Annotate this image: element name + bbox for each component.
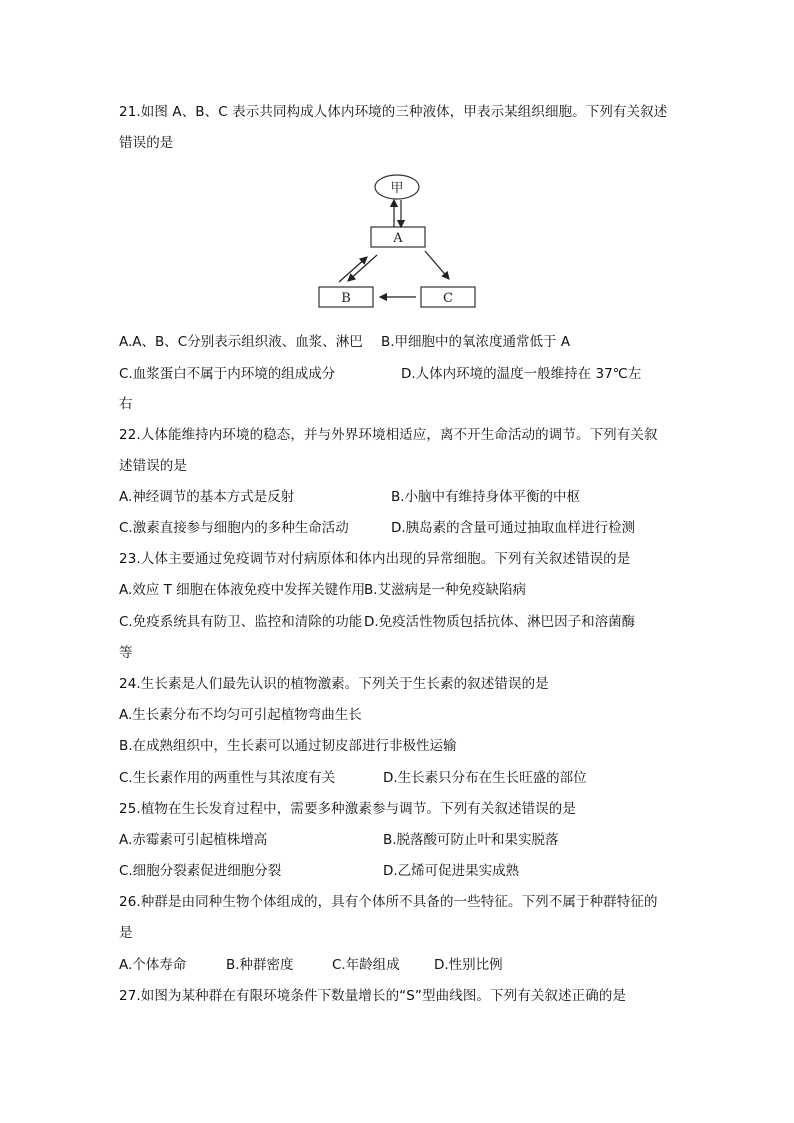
fluid-b-node — [319, 287, 373, 307]
question-22-option-c[interactable]: C.激素直接参与细胞内的多种生命活动 — [119, 520, 349, 536]
question-27-stem-line-1: 27.如图为某种群在有限环境条件下数量增长的“S”型曲线图。下列有关叙述正确的是 — [119, 988, 627, 1004]
question-21-option-c[interactable]: C.血浆蛋白不属于内环境的组成成分 — [119, 366, 336, 382]
question-23-option-c[interactable]: C.免疫系统具有防卫、监控和清除的功能 — [119, 614, 363, 630]
question-26-stem-line-2: 是 — [119, 925, 133, 941]
question-23-option-a[interactable]: A.效应 T 细胞在体液免疫中发挥关键作用 — [119, 582, 366, 598]
question-21-option-d-continued: 右 — [119, 396, 133, 412]
question-22-option-a[interactable]: A.神经调节的基本方式是反射 — [119, 489, 295, 505]
question-23-option-d[interactable]: D.免疫活性物质包括抗体、淋巴因子和溶菌酶 — [364, 614, 636, 630]
question-26-option-b[interactable]: B.种群密度 — [226, 957, 294, 973]
question-25-option-d[interactable]: D.乙烯可促进果实成熟 — [383, 863, 520, 879]
question-26-option-d[interactable]: D.性别比例 — [434, 957, 503, 973]
question-26-option-c[interactable]: C.年龄组成 — [332, 957, 400, 973]
cell-jia-node — [375, 175, 419, 199]
question-22-option-d[interactable]: D.胰岛素的含量可通过抽取血样进行检测 — [391, 520, 636, 536]
question-25-option-b[interactable]: B.脱落酸可防止叶和果实脱落 — [383, 832, 559, 848]
question-23-option-b[interactable]: B.艾滋病是一种免疫缺陷病 — [364, 582, 527, 598]
question-25-stem-line-1: 25.植物在生长发育过程中，需要多种激素参与调节。下列有关叙述错误的是 — [119, 801, 576, 817]
question-22-option-b[interactable]: B.小脑中有维持身体平衡的中枢 — [391, 489, 581, 505]
question-21-option-d[interactable]: D.人体内环境的温度一般维持在 37℃左 — [401, 366, 642, 382]
question-21-stem-line-2: 错误的是 — [119, 135, 174, 151]
fluid-a-label: A — [393, 231, 403, 246]
question-24-option-c[interactable]: C.生长素作用的两重性与其浓度有关 — [119, 770, 336, 786]
question-24-option-d[interactable]: D.生长素只分布在生长旺盛的部位 — [383, 770, 587, 786]
arrow-a-to-c — [425, 251, 449, 279]
question-26-stem-line-1: 26.种群是由同种生物个体组成的，具有个体所不具备的一些特征。下列不属于种群特征的 — [119, 894, 658, 910]
fluid-c-node — [421, 287, 475, 307]
fluid-c-label: C — [443, 291, 453, 306]
question-24-stem-line-1: 24.生长素是人们最先认识的植物激素。下列关于生长素的叙述错误的是 — [119, 676, 549, 692]
body-fluid-diagram — [317, 171, 477, 311]
question-26-option-a[interactable]: A.个体寿命 — [119, 957, 187, 973]
arrow-b-to-a — [339, 257, 367, 282]
question-21-option-b[interactable]: B.甲细胞中的氧浓度通常低于 A — [381, 334, 571, 350]
question-25-option-c[interactable]: C.细胞分裂素促进细胞分裂 — [119, 863, 282, 879]
question-22-stem-line-2: 述错误的是 — [119, 458, 187, 474]
question-23-stem-line-1: 23.人体主要通过免疫调节对付病原体和体内出现的异常细胞。下列有关叙述错误的是 — [119, 551, 631, 567]
fluid-a-node — [371, 227, 425, 247]
question-21-stem-line-1: 21.如图 A、B、C 表示共同构成人体内环境的三种液体，甲表示某组织细胞。下列有关叙述 — [119, 104, 668, 120]
question-22-stem-line-1: 22.人体能维持内环境的稳态，并与外界环境相适应，离不开生命活动的调节。下列有关叙 — [119, 427, 658, 443]
question-24-option-a[interactable]: A.生长素分布不均匀可引起植物弯曲生长 — [119, 707, 362, 723]
arrow-a-to-b — [348, 255, 377, 281]
question-25-option-a[interactable]: A.赤霉素可引起植株增高 — [119, 832, 268, 848]
question-24-option-b[interactable]: B.在成熟组织中，生长素可以通过韧皮部进行非极性运输 — [119, 738, 457, 754]
fluid-b-label: B — [341, 291, 351, 306]
question-23-option-d-continued: 等 — [119, 645, 133, 661]
cell-jia-label: 甲 — [390, 181, 404, 196]
question-21-option-a[interactable]: A.A、B、C分别表示组织液、血浆、淋巴 — [119, 334, 363, 350]
